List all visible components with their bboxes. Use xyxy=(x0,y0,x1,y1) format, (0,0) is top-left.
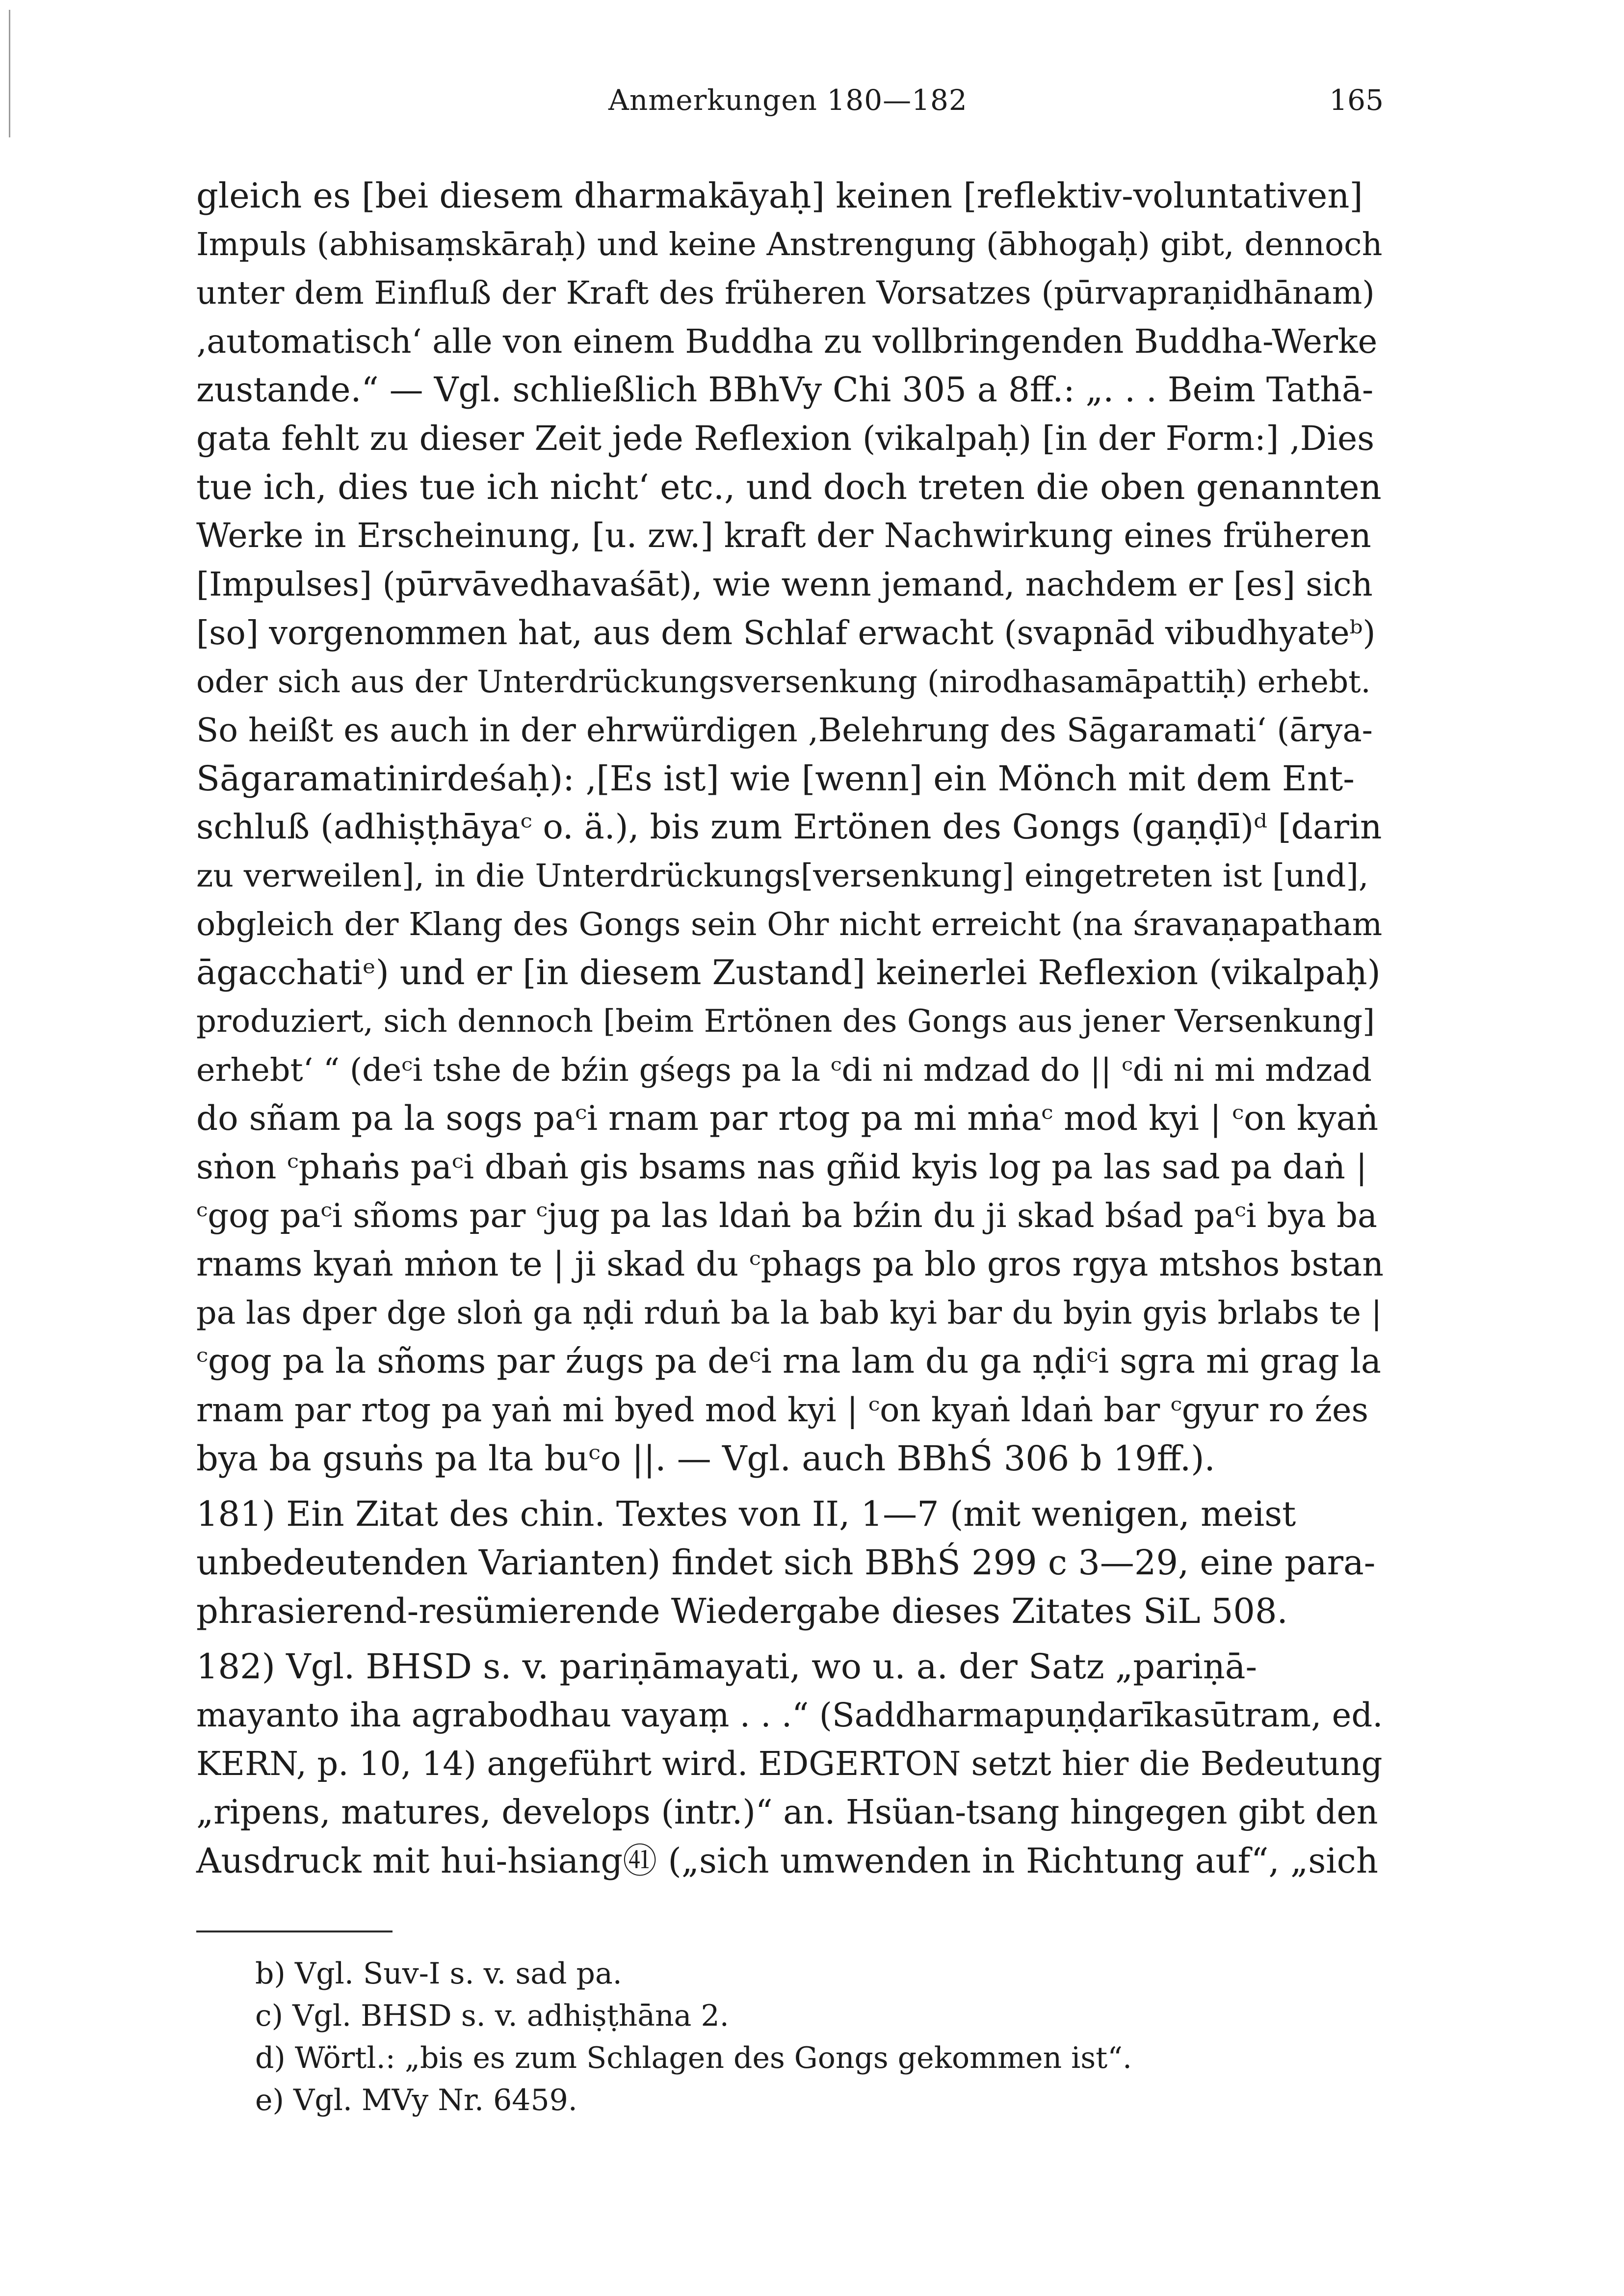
page-number: 165 xyxy=(1329,83,1384,117)
text-line: do sñam pa la sogs paᶜi rnam par rtog pa mi mṅaᶜ mod kyi | ᶜon kyaṅ xyxy=(196,1099,1379,1138)
text-line: rnams kyaṅ mṅon te | ji skad du ᶜphags pa blo gros rgya mtshos bstan xyxy=(196,1245,1384,1284)
text-line: unbedeutenden Varianten) findet sich BBhŚ 299 c 3—29, eine para- xyxy=(196,1542,1376,1583)
text-line: rnam par rtog pa yaṅ mi byed mod kyi | ᶜon kyaṅ ldaṅ bar ᶜgyur ro źes xyxy=(196,1391,1369,1429)
text-line: tue ich, dies tue ich nicht‘ etc., und doch treten die oben genannten xyxy=(196,467,1382,507)
text-line: schluß (adhiṣṭhāyaᶜ o. ä.), bis zum Ertönen des Gongs (gaṇḍī)ᵈ [darin xyxy=(196,808,1382,847)
text-line: Ausdruck mit hui-hsiang㊶ („sich umwenden in Richtung auf“, „sich xyxy=(196,1841,1378,1881)
text-line: KERN, p. 10, 14) angeführt wird. EDGERTON setzt hier die Bedeutung xyxy=(196,1745,1383,1783)
text-line: unter dem Einfluß der Kraft des früheren Vorsatzes (pūrvapraṇidhānam) xyxy=(196,275,1375,312)
footnote: c) Vgl. BHSD s. v. adhiṣṭhāna 2. xyxy=(255,1999,729,2033)
footnote: e) Vgl. MVy Nr. 6459. xyxy=(255,2083,577,2117)
footnotes xyxy=(255,1953,1359,2121)
text-line: sṅon ᶜphaṅs paᶜi dbaṅ gis bsams nas gñid kyis log pa las sad pa daṅ | xyxy=(196,1148,1367,1187)
footnote: d) Wörtl.: „bis es zum Schlagen des Gongs gekommen ist“. xyxy=(255,2041,1132,2075)
text-line: obgleich der Klang des Gongs sein Ohr nicht erreicht (na śravaṇapatham xyxy=(196,906,1383,943)
text-line: āgacchatiᵉ) und er [in diesem Zustand] keinerlei Reflexion (vikalpaḥ) xyxy=(196,953,1381,992)
text-line: zu verweilen], in die Unterdrückungs[versenkung] eingetreten ist [und], xyxy=(196,858,1369,894)
text-line: bya ba gsuṅs pa lta buᶜo ||. — Vgl. auch BBhŚ 306 b 19ff.). xyxy=(196,1438,1215,1479)
text-line: gleich es [bei diesem dharmakāyaḥ] keinen [reflektiv-voluntativen] xyxy=(196,176,1363,216)
text-line: [Impulses] (pūrvāvedhavaśāt), wie wenn jemand, nachdem er [es] sich xyxy=(196,565,1373,603)
text-line: produziert, sich dennoch [beim Ertönen des Gongs aus jener Versenkung] xyxy=(196,1003,1375,1040)
text-line: „ripens, matures, develops (intr.)“ an. Hsüan-tsang hingegen gibt den xyxy=(196,1793,1378,1832)
text-line: ᶜgog pa la sñoms par źugs pa deᶜi rna lam du ga ṇḍiᶜi sgra mi grag la xyxy=(196,1342,1381,1381)
text-line: mayanto iha agrabodhau vayaṃ . . .“ (Saddharmapuṇḍarīkasūtram, ed. xyxy=(196,1696,1383,1734)
text-line: oder sich aus der Unterdrückungsversenkung (nirodhasamāpattiḥ) erhebt. xyxy=(196,664,1371,700)
text-line: pa las dper dge sloṅ ga ṇḍi rduṅ ba la bab kyi bar du byin gyis brlabs te | xyxy=(196,1295,1382,1331)
scan-edge-mark xyxy=(9,10,10,137)
footnote-rule xyxy=(196,1931,393,1932)
text-line: phrasierend-resümierende Wiedergabe dieses Zitates SiL 508. xyxy=(196,1591,1288,1631)
text-line: So heißt es auch in der ehrwürdigen ‚Belehrung des Sāgaramati‘ (ārya- xyxy=(196,711,1373,749)
text-line: [so] vorgenommen hat, aus dem Schlaf erwacht (svapnād vibudhyateᵇ) xyxy=(196,614,1376,652)
text-line: zustande.“ — Vgl. schließlich BBhVy Chi 305 a 8ff.: „. . . Beim Tathā- xyxy=(196,370,1374,410)
text-line: Impuls (abhisaṃskāraḥ) und keine Anstrengung (ābhogaḥ) gibt, dennoch xyxy=(196,226,1383,263)
text-line: Sāgaramatinirdeśaḥ): ‚[Es ist] wie [wenn] ein Mönch mit dem Ent- xyxy=(196,758,1355,799)
text-line: gata fehlt zu dieser Zeit jede Reflexion (vikalpaḥ) [in der Form:] ‚Dies xyxy=(196,419,1375,458)
text-line: ᶜgog paᶜi sñoms par ᶜjug pa las ldaṅ ba bźin du ji skad bśad paᶜi bya ba xyxy=(196,1197,1377,1235)
text-line: Werke in Erscheinung, [u. zw.] kraft der Nachwirkung eines früheren xyxy=(196,517,1371,555)
text-line: ‚automatisch‘ alle von einem Buddha zu vollbringenden Buddha-Werke xyxy=(196,322,1378,361)
note-182-line: 182) Vgl. BHSD s. v. pariṇāmayati, wo u. a. der Satz „pariṇā- xyxy=(196,1646,1257,1687)
text-line: erhebt‘ “ (deᶜi tshe de bźin gśegs pa la ᶜdi ni mdzad do || ᶜdi ni mi mdzad xyxy=(196,1052,1372,1089)
body-text xyxy=(196,172,1384,1885)
note-181-line: 181) Ein Zitat des chin. Textes von II, 1—7 (mit wenigen, meist xyxy=(196,1494,1296,1534)
running-title: Anmerkungen 180—182 xyxy=(608,83,968,117)
footnote: b) Vgl. Suv-I s. v. sad pa. xyxy=(255,1957,622,1991)
page-header xyxy=(196,83,1384,137)
